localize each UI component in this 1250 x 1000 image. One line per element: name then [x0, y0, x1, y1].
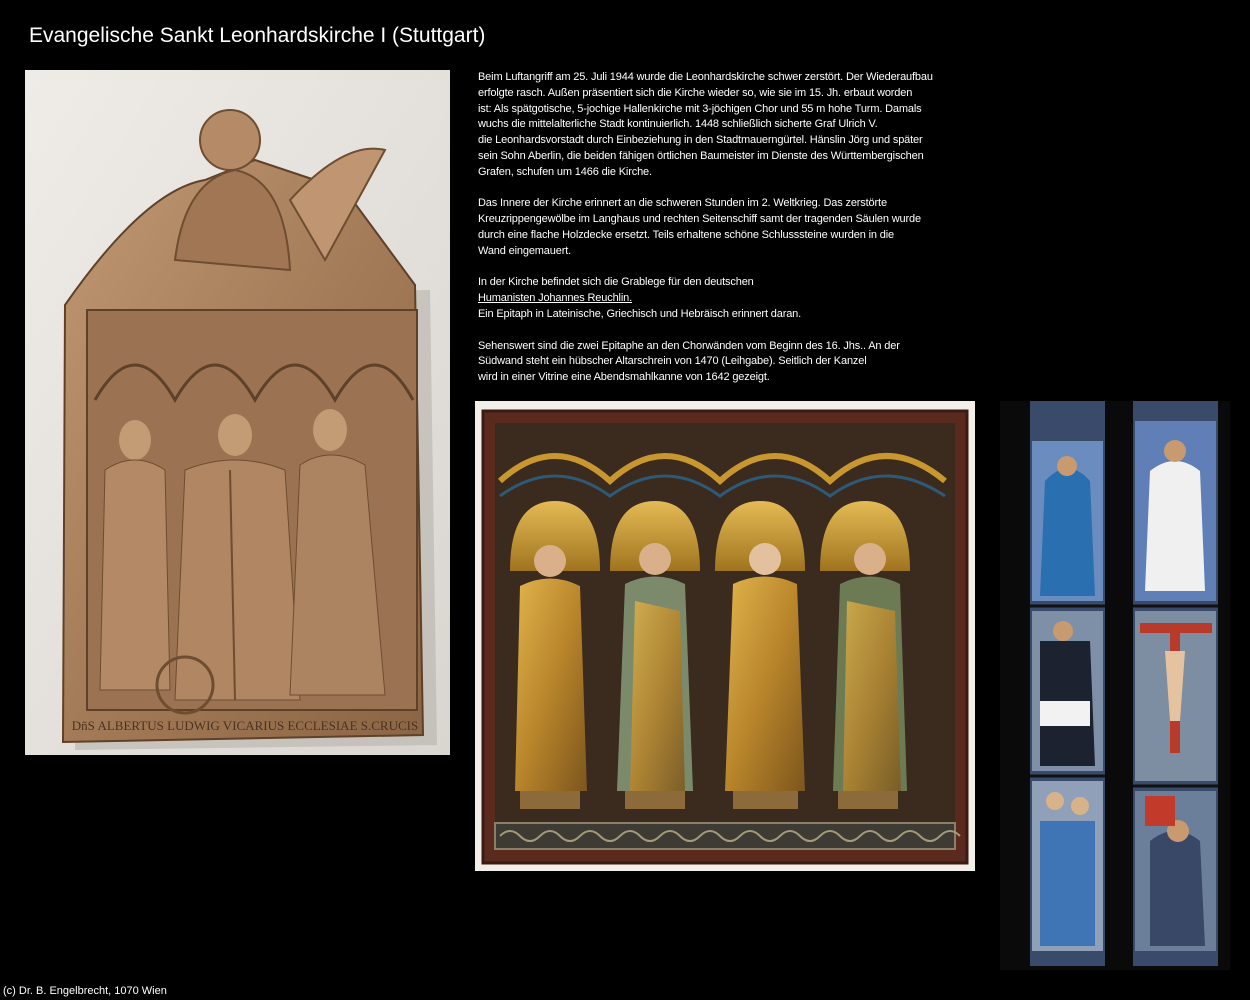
copyright-footer: (c) Dr. B. Engelbrecht, 1070 Wien: [3, 985, 167, 997]
page-title: Evangelische Sankt Leonhardskirche I (Stuttgart): [29, 24, 486, 47]
altar-shrine-image: [475, 401, 975, 871]
reuchlin-link[interactable]: Humanisten Johannes Reuchlin.: [478, 292, 633, 305]
reuchlin-rest: Ein Epitaph in Lateinische, Griechisch und Hebräisch erinnert daran.: [478, 307, 802, 320]
wooden-epitaph-image: [25, 70, 450, 755]
paragraph-sights: Sehenswert sind die zwei Epitaphe an den Chorwänden vom Beginn des 16. Jhs.. An der Südwand steht ein hübscher Altarschrein von 1470 (Leihgabe). Seitlich der Kanzel wird in einer Vitrine eine Abendsmahlkanne von 1642 gezeigt.: [478, 339, 900, 384]
stained-glass-image: [1000, 401, 1230, 970]
paragraph-interior: Das Innere der Kirche erinnert an die schweren Stunden im 2. Weltkrieg. Das zerstörte Kreuzrippengewölbe im Langhaus und rechten Seitenschiff samt der tragenden Säulen wurde durch eine flache Holzdecke ersetzt. Teils erhaltene schöne Schlusssteine wurden in die Wand eingemauert.: [478, 197, 921, 257]
wooden-epitaph-photo[interactable]: [25, 70, 450, 755]
epitaph-inscription: DñS ALBERTUS LUDWIG VICARIUS ECCLESIAE S.CRUCIS: [71, 718, 419, 733]
altar-shrine-photo[interactable]: [475, 401, 975, 871]
paragraph-reuchlin: [478, 275, 998, 322]
paragraph-history: Beim Luftangriff am 25. Juli 1944 wurde die Leonhardskirche schwer zerstört. Der Wiederaufbau erfolgte rasch. Außen präsentiert sich die Kirche wieder so, wie sie im 15. Jh. erbaut worden ist: Als spätgotische, 5-jochige Hallenkirche mit 3-jöchigen Chor und 55 m hohe Turm. Damals wuchs die mittelalterliche Stadt kontinuierlich. 1448 schließlich sicherte Graf Ulrich V. die Leonhardsvorstadt durch Einbeziehung in den Stadtmauerngürtel. Hänslin Jörg und später sein Sohn Aberlin, die beiden fähigen örtlichen Baumeister im Dienste des Württembergischen Grafen, schufen um 1466 die Kirche.: [478, 71, 933, 178]
stained-glass-photo[interactable]: [1000, 401, 1230, 970]
description-text: [478, 70, 998, 402]
reuchlin-intro: In der Kirche befindet sich die Grablege für den deutschen: [478, 276, 754, 289]
